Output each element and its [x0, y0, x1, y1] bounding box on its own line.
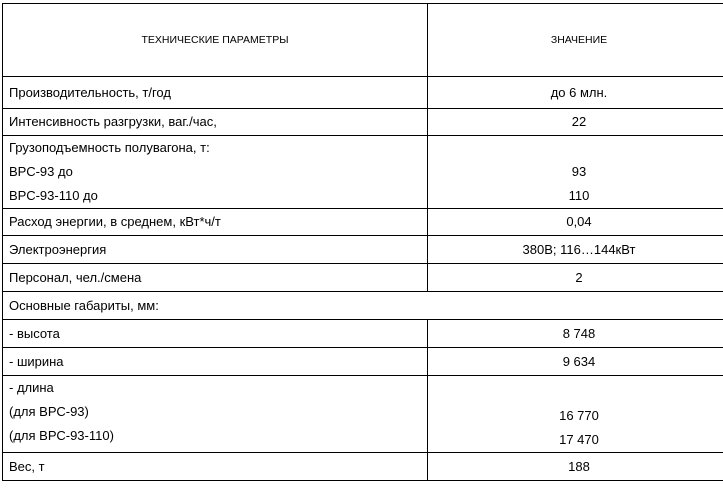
- value-cell: [428, 136, 723, 209]
- table-row: [3, 209, 723, 236]
- value-cell: 2: [428, 264, 723, 292]
- value-line: 93: [571, 164, 587, 179]
- value-cell: 8 748: [428, 320, 723, 348]
- table-row: [3, 77, 723, 109]
- table-row: [3, 348, 723, 376]
- value-cell: 0,04: [428, 209, 723, 236]
- table-header-row: [3, 4, 723, 77]
- param-line: ВРС-93-110 до: [9, 188, 98, 203]
- header-param: ТЕХНИЧЕСКИЕ ПАРАМЕТРЫ: [3, 4, 428, 77]
- table-row: [3, 453, 723, 481]
- param-line: (для ВРС-93-110): [9, 428, 114, 443]
- param-cell: [3, 376, 428, 453]
- value-cell: 380В; 116…144кВт: [428, 236, 723, 264]
- param-cell: [3, 136, 428, 209]
- param-line: Грузоподъемность полувагона, т:: [9, 140, 210, 155]
- param-cell: - ширина: [3, 348, 428, 376]
- param-cell: Интенсивность разгрузки, ваг./час,: [3, 109, 428, 136]
- value-line: 110: [568, 188, 590, 203]
- param-cell: Расход энергии, в среднем, кВт*ч/т: [3, 209, 428, 236]
- param-cell: Персонал, чел./смена: [3, 264, 428, 292]
- param-line: - длина: [9, 380, 54, 395]
- value-cell: 188: [428, 453, 723, 481]
- param-line: (для ВРС-93): [9, 404, 89, 419]
- value-cell: 9 634: [428, 348, 723, 376]
- table-row: [3, 320, 723, 348]
- header-value: ЗНАЧЕНИЕ: [428, 4, 723, 77]
- table-row: [3, 264, 723, 292]
- value-cell: до 6 млн.: [428, 77, 723, 109]
- table-row: [3, 292, 723, 320]
- technical-parameters-table: [2, 3, 723, 481]
- value-cell: 22: [428, 109, 723, 136]
- table-row: [3, 109, 723, 136]
- section-heading-cell: Основные габариты, мм:: [3, 292, 723, 320]
- table-row: [3, 376, 723, 453]
- param-line: ВРС-93 до: [9, 164, 73, 179]
- param-cell: Производительность, т/год: [3, 77, 428, 109]
- param-cell: - высота: [3, 320, 428, 348]
- table-row: [3, 236, 723, 264]
- value-line: 16 770: [559, 408, 599, 423]
- table-row: [3, 136, 723, 209]
- value-cell: [428, 376, 723, 453]
- param-cell: Вес, т: [3, 453, 428, 481]
- value-line: 17 470: [559, 432, 599, 447]
- param-cell: Электроэнергия: [3, 236, 428, 264]
